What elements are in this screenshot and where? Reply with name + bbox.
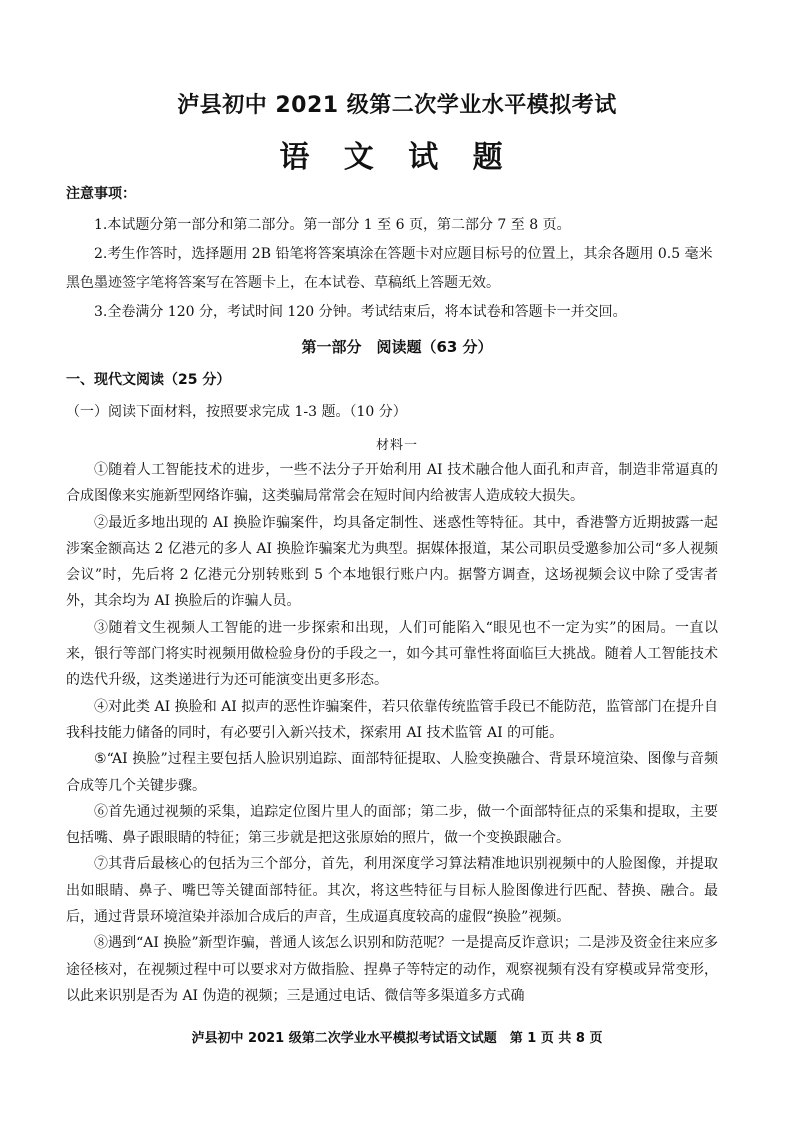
page-footer: 泸县初中 2021 级第二次学业水平模拟考试语文试题 第 1 页 共 8 页	[191, 1031, 603, 1046]
paragraph-4: ④对此类 AI 换脸和 AI 拟声的恶性诈骗案件，若只依靠传统监管手段已不能防范，监管部门在提升自我科技能力储备的同时，有必要引入新兴技术，探索用 AI 技术监管 AI 的可能。	[66, 698, 718, 741]
paragraph-5: ⑤“AI 换脸”过程主要包括人脸识别追踪、面部特征提取、人脸变换融合、背景环境渲染、图像与音频合成等几个关键步骤。	[66, 751, 718, 794]
material-title: 材料一	[375, 438, 418, 453]
paragraph-2: ②最近多地出现的 AI 换脸诈骗案件，均具备定制性、迷惑性等特征。其中，香港警方近期披露一起涉案金额高达 2 亿港元的多人 AI 换脸诈骗案尤为典型。据媒体报道，某公司职员受邀参加公司“多人视频会议”时，先后将 2 亿港元分别转账到 5 个本地银行账户内。据警方调查，这场视频会议中除了受害者外，其余均为 AI 换脸后的诈骗人员。	[66, 514, 718, 610]
paragraph-8: ⑧遇到“AI 换脸”新型诈骗，普通人该怎么识别和防范呢？一是提高反诈意识；二是涉及资金往来应多途径核对，在视频过程中可以要求对方做指脸、捏鼻子等特定的动作，观察视频有没有穿模或异常变形，以此来识别是否为 AI 伪造的视频；三是通过电话、微信等多渠道多方式确	[66, 935, 718, 1004]
material-body	[66, 457, 718, 1009]
notice-item-2: 2.考生作答时，选择题用 2B 铅笔将答案填涂在答题卡对应题目标号的位置上，其余各题用 0.5 毫米黑色墨迹签字笔将答案写在答题卡上，在本试卷、草稿纸上答题无效。	[66, 246, 713, 291]
notice-heading: 注意事项：	[66, 186, 136, 202]
exam-subject-title: 语 文 试 题	[279, 140, 515, 175]
paragraph-3: ③随着文生视频人工智能的进一步探索和出现，人们可能陷入“眼见也不一定为实”的困局。一直以来，银行等部门将实时视频用做检验身份的手段之一，如今其可靠性将面临巨大挑战。随着人工智能技术的迭代升级，这类递进行为还可能演变出更多形态。	[66, 619, 718, 689]
paragraph-7: ⑦其背后最核心的包括为三个部分，首先，利用深度学习算法精准地识别视频中的人脸图像，并提取出如眼睛、鼻子、嘴巴等关键面部特征。其次，将这些特征与目标人脸图像进行匹配、替换、融合。最后，通过背景环境渲染并添加合成后的声音，生成逼真度较高的虚假“换脸”视频。	[66, 856, 718, 926]
section-heading: 一、现代文阅读（25 分）	[66, 372, 231, 388]
exam-title: 泸县初中 2021 级第二次学业水平模拟考试	[177, 93, 617, 118]
notice-item-1: 1.本试题分第一部分和第二部分。第一部分 1 至 6 页，第二部分 7 至 8 页。	[94, 217, 571, 233]
part-one-heading: 第一部分 阅读题（63 分）	[301, 338, 493, 356]
paragraph-1: ①随着人工智能技术的进步，一些不法分子开始利用 AI 技术融合他人面孔和声音，制造非常逼真的合成图像来实施新型网络诈骗，这类骗局常常会在短时间内给被害人造成较大损失。	[66, 462, 718, 505]
sub-section-heading: （一）阅读下面材料，按照要求完成 1-3 题。（10 分）	[66, 404, 407, 420]
paragraph-6: ⑥首先通过视频的采集，追踪定位图片里人的面部；第二步，做一个面部特征点的采集和提取，主要包括嘴、鼻子跟眼睛的特征；第三步就是把这张原始的照片，做一个变换跟融合。	[66, 803, 718, 847]
notice-item-3: 3.全卷满分 120 分，考试时间 120 分钟。考试结束后，将本试卷和答题卡一并交回。	[94, 304, 627, 320]
